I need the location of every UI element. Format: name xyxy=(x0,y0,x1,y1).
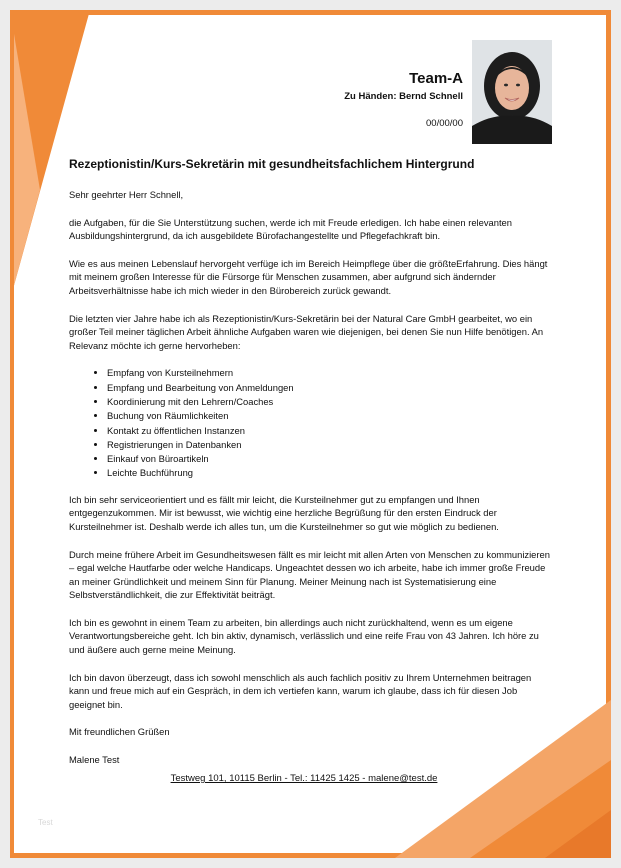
paragraph-4: Ich bin sehr serviceorientiert und es fällt mir leicht, die Kursteilnehmer gut zu empfangen und Ihnen entgegenzukommen. Mir ist bewusst, wie wichtig eine herzliche Begrüßung für den ersten Eindruck der Kursteilnehmer ist. Deshalb werde ich alles tun, um die Kursteilnehmer so gut wie möglich zu bedienen. xyxy=(69,493,499,532)
company-name: Team-A xyxy=(409,70,463,87)
list-item: • Koordinierung mit den Lehrern/Coaches xyxy=(107,395,551,409)
paragraph-6: Ich bin es gewohnt in einem Team zu arbeiten, bin allerdings auch nicht zurückhaltend, wenn es um eigene Verantwortungsbereiche geht. Ich bin aktiv, dynamisch, verlässlich und eine reife Frau von 43 Jahren. Ich höre zu und äußere auch gerne meine Meinung. xyxy=(69,616,539,656)
qualification-list xyxy=(69,366,551,480)
list-item: • Leichte Buchführung xyxy=(107,466,551,480)
list-item: • Registrierungen in Datenbanken xyxy=(107,438,551,452)
paragraph-1: die Aufgaben, für die Sie Unterstützung suchen, werde ich mit Freude erledigen. Ich habe einen relevanten Ausbildungshintergrund, da ich ausgebildete Bürofachangestellte und Pflegefachkraft bin. xyxy=(69,216,512,242)
list-item: • Empfang von Kursteilnehmern xyxy=(107,366,551,380)
signature-name: Malene Test xyxy=(69,754,120,766)
applicant-photo xyxy=(472,40,552,144)
paragraph-7: Ich bin davon überzeugt, dass ich sowohl menschlich als auch fachlich positiv zu Ihrem Unternehmen beitragen kann und freue mich auf ein Gespräch, in dem ich vertiefen kann, warum ich glaube, dass ich für diesen Job geeignet bin. xyxy=(69,671,532,710)
list-item: • Buchung von Räumlichkeiten xyxy=(107,409,551,423)
salutation: Sehr geehrter Herr Schnell, xyxy=(69,189,184,200)
contact-footer: Testweg 101, 10115 Berlin - Tel.: 11425 1425 - malene@test.de xyxy=(170,773,438,784)
list-item: • Kontakt zu öffentlichen Instanzen xyxy=(107,424,551,438)
paragraph-3: Die letzten vier Jahre habe ich als Rezeptionistin/Kurs-Sekretärin bei der Natural Care GmbH gearbeitet, wo ein großer Teil meiner täglichen Arbeit ähnliche Aufgaben waren wie diejenigen, bei denen Sie nun Hilfe benötigen. An Relevanz möchte ich gerne hervorheben: xyxy=(69,312,544,351)
letter-date: 00/00/00 xyxy=(426,118,463,129)
list-item: • Empfang und Bearbeitung von Anmeldungen xyxy=(107,381,551,395)
closing: Mit freundlichen Grüßen xyxy=(69,726,170,738)
portrait-image xyxy=(472,40,552,144)
paragraph-2: Wie es aus meinen Lebenslauf hervorgeht verfüge ich im Bereich Heimpflege über die größteErfahrung. Dies hängt mit meinem großen Interesse für die Fürsorge für Menschen zusammen, aber aufgrund sich ändernder Arbeitsverhältnisse habe ich mich wieder in den Bürobereich zurück gewandt. xyxy=(69,257,548,296)
left-border xyxy=(10,10,14,858)
top-border xyxy=(10,10,611,15)
letter-subject: Rezeptionistin/Kurs-Sekretärin mit gesundheitsfachlichem Hintergrund xyxy=(69,157,475,171)
list-item: • Einkauf von Büroartikeln xyxy=(107,452,551,466)
letter-body xyxy=(69,188,551,781)
paragraph-5: Durch meine frühere Arbeit im Gesundheitswesen fällt es mir leicht mit allen Arten von Menschen zu kommunizieren – egal welche Hautfarbe oder welche Handicaps. Ungeachtet dessen wo ich arbeite, habe ich immer große Freude an meiner Gründlichkeit und meinem Sinn für Planung. Meiner Meinung nach ist Systematisierung eine Selbstverständlichkeit, die zur Effektivität beiträgt. xyxy=(69,548,550,601)
attention-line: Zu Händen: Bernd Schnell xyxy=(344,91,463,102)
watermark: Test xyxy=(38,818,53,827)
